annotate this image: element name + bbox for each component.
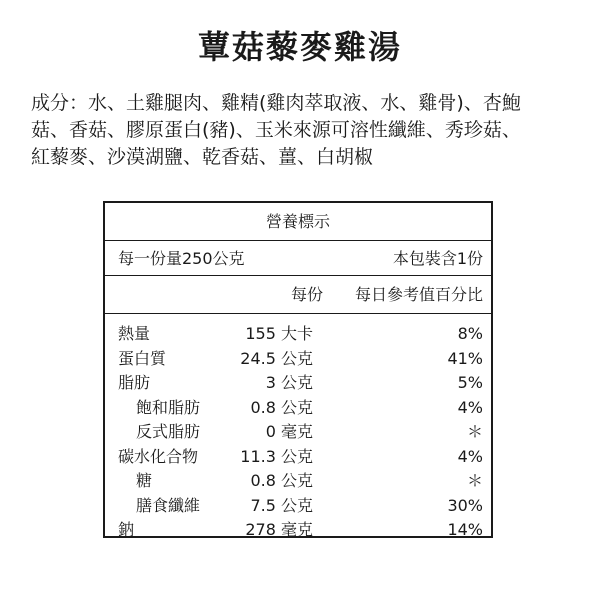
nutrient-daily-value: 41% bbox=[447, 348, 483, 368]
nutrient-daily-value: 8% bbox=[457, 324, 483, 343]
nutrient-row-dietary-fiber bbox=[105, 494, 491, 519]
nutrient-name: 反式脂肪 bbox=[136, 422, 201, 441]
nutrient-row-trans-fat bbox=[105, 420, 491, 445]
nutrient-daily-value: 4% bbox=[457, 397, 483, 417]
nutrient-name: 碳水化合物 bbox=[118, 446, 199, 466]
nutrient-rows bbox=[105, 314, 491, 543]
nutrient-name: 蛋白質 bbox=[118, 348, 167, 368]
nutrient-row-fat bbox=[105, 371, 491, 396]
nutrient-row-sodium bbox=[105, 518, 491, 543]
nutrient-amount: 3 公克 bbox=[265, 373, 313, 392]
nutrition-panel-title: 營養標示 bbox=[105, 203, 491, 241]
nutrient-amount: 155 大卡 bbox=[245, 324, 313, 343]
ingredients-line: 成分：水、土雞腿肉、雞精(雞肉萃取液、水、雞骨)、杏鮑 bbox=[31, 92, 521, 114]
ingredients-list bbox=[31, 90, 576, 171]
nutrient-amount: 0.8 公克 bbox=[250, 471, 313, 490]
nutrient-row-sugar bbox=[105, 469, 491, 494]
nutrient-amount: 0.8 公克 bbox=[250, 397, 313, 417]
nutrient-daily-value: 14% bbox=[447, 520, 483, 539]
nutrient-name: 膳食纖維 bbox=[136, 495, 201, 515]
daily-value-header: 每日參考值百分比 bbox=[354, 285, 483, 304]
per-serving-header: 每份 bbox=[290, 285, 323, 304]
serving-info bbox=[105, 241, 491, 276]
nutrient-amount: 11.3 公克 bbox=[240, 446, 313, 466]
nutrient-amount: 7.5 公克 bbox=[250, 495, 313, 515]
nutrient-name: 糖 bbox=[136, 471, 153, 490]
nutrient-name: 鈉 bbox=[118, 520, 135, 539]
ingredients-line: 紅藜麥、沙漠湖鹽、乾香菇、薑、白胡椒 bbox=[31, 146, 374, 168]
product-title: 蕈菇藜麥雞湯 bbox=[197, 28, 402, 66]
serving-size: 每一份量250公克 bbox=[118, 249, 245, 268]
servings-per-pack: 本包裝含1份 bbox=[392, 249, 483, 268]
column-headers bbox=[105, 276, 491, 314]
nutrient-row-protein bbox=[105, 347, 491, 372]
nutrient-daily-value: 4% bbox=[457, 446, 483, 466]
nutrition-facts-panel bbox=[103, 201, 493, 538]
nutrient-amount: 24.5 公克 bbox=[240, 348, 313, 368]
nutrient-daily-value: ＊ bbox=[466, 471, 483, 490]
nutrient-name: 熱量 bbox=[118, 324, 151, 343]
ingredients-line: 菇、香菇、膠原蛋白(豬)、玉米來源可溶性纖維、秀珍菇、 bbox=[31, 119, 521, 141]
nutrient-daily-value: 5% bbox=[457, 373, 483, 392]
nutrient-row-energy bbox=[105, 322, 491, 347]
nutrient-daily-value: ＊ bbox=[466, 422, 483, 441]
nutrient-daily-value: 30% bbox=[447, 495, 483, 515]
nutrient-row-carbohydrate bbox=[105, 445, 491, 470]
nutrient-row-saturated-fat bbox=[105, 396, 491, 421]
nutrient-amount: 0 毫克 bbox=[265, 422, 313, 441]
nutrient-name: 飽和脂肪 bbox=[136, 397, 201, 417]
nutrient-amount: 278 毫克 bbox=[245, 520, 313, 539]
nutrient-name: 脂肪 bbox=[118, 373, 151, 392]
